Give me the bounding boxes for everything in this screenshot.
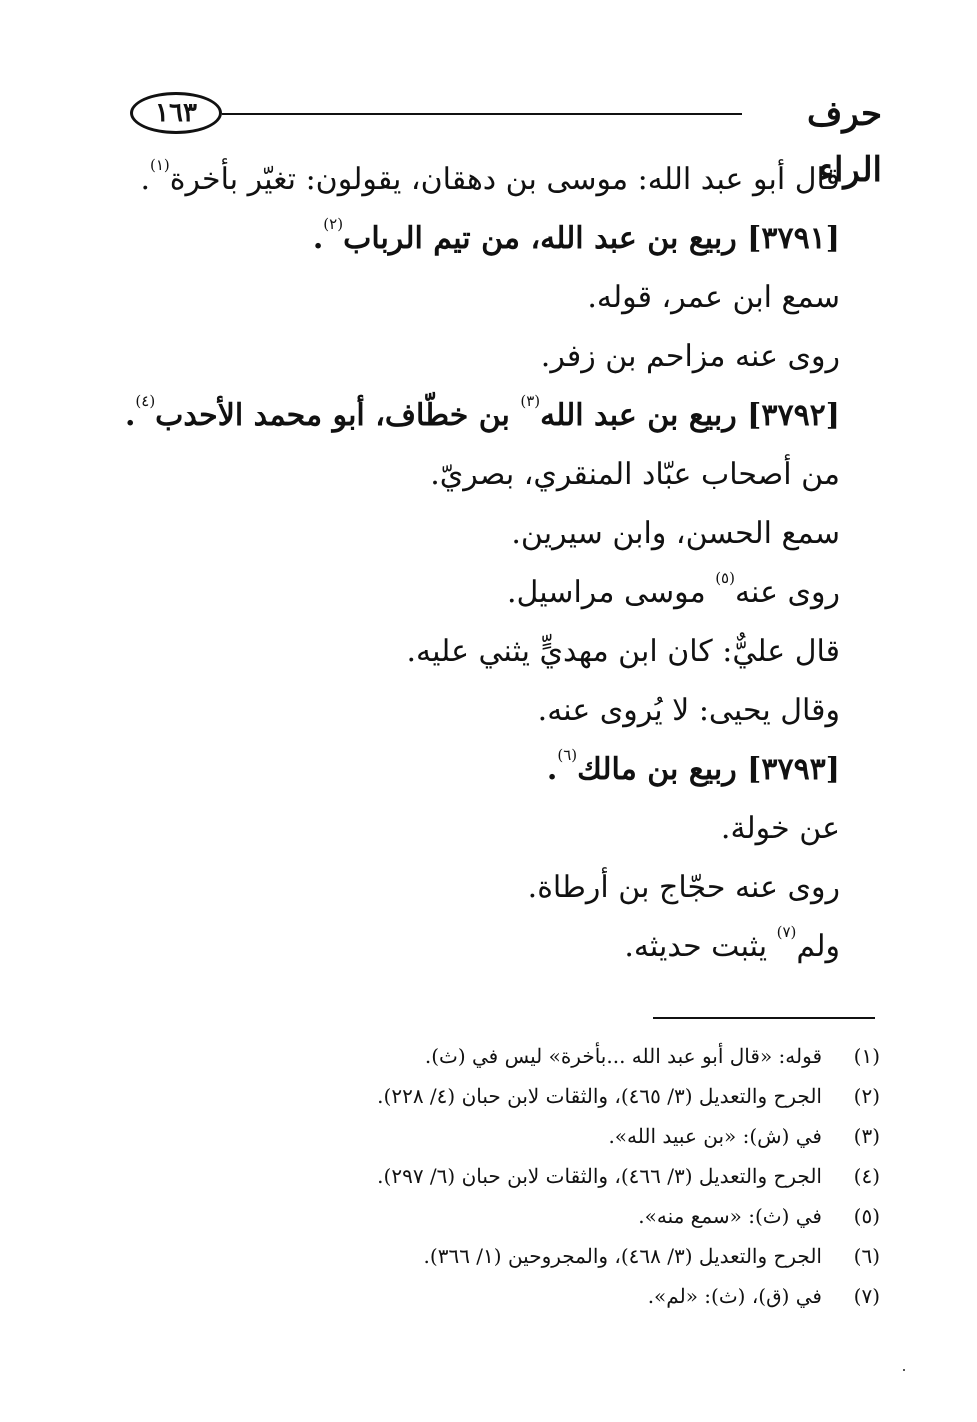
- text-line: روى عنه$^{(٥)}$ موسى مراسيل.: [507, 569, 840, 610]
- footnote: (٦)الجرح والتعديل (٣/ ٤٦٨)، والمجروحين (١/ ٣٦٦).: [423, 1244, 880, 1268]
- footnote: (١)قوله: «قال أبو عبد الله ...بأخرة» ليس في (ث).: [424, 1044, 880, 1068]
- entry-heading: [٣٧٩١] ربيع بن عبد الله، من تيم الرباب$^{(٢)}$.: [312, 215, 840, 256]
- footnote: (٧)في (ق)، (ث): «لم».: [647, 1284, 880, 1308]
- entry-heading: [٣٧٩٢] ربيع بن عبد الله$^{(٣)}$ بن خطّاف، أبو محمد الأحدب$^{(٤)}$.: [124, 392, 840, 433]
- text-line: قال عليٌّ: كان ابن مهديٍّ يثني عليه.: [406, 634, 840, 669]
- entry-heading: [٣٧٩٣] ربيع بن مالك$^{(٦)}$.: [546, 746, 840, 787]
- main-text: [124, 150, 840, 976]
- text-line: عن خولة.: [720, 811, 840, 846]
- chapter-title: حرف الراء: [806, 94, 882, 190]
- scan-speck: [903, 1369, 905, 1371]
- text-line: سمع الحسن، وابن سيرين.: [511, 516, 840, 551]
- text-line: روى عنه حجّاج بن أرطاة.: [527, 870, 840, 905]
- footnotes: [200, 1036, 880, 1316]
- page-number: ١٦٣: [130, 92, 222, 134]
- text-line: وقال يحيى: لا يُروى عنه.: [537, 693, 840, 728]
- footnote: (٢)الجرح والتعديل (٣/ ٤٦٥)، والثقات لابن حبان (٤/ ٢٢٨).: [377, 1084, 880, 1108]
- footnote: (٤)الجرح والتعديل (٣/ ٤٦٦)، والثقات لابن حبان (٦/ ٢٩٧).: [377, 1164, 880, 1188]
- footnote: (٣)في (ش): «بن عبيد الله».: [608, 1124, 880, 1148]
- text-line: روى عنه مزاحم بن زفر.: [540, 339, 840, 374]
- text-line: من أصحاب عبّاد المنقري، بصريّ.: [430, 457, 840, 492]
- footnote: (٥)في (ث): «سمع منه».: [638, 1204, 880, 1228]
- text-line: سمع ابن عمر، قوله.: [587, 280, 840, 315]
- text-line: ولم$^{(٧)}$ يثبت حديثه.: [624, 923, 840, 964]
- text-line: قال أبو عبد الله: موسى بن دهقان، يقولون: تغيّر بأخرة$^{(١)}$.: [140, 156, 840, 197]
- header-rule: [222, 113, 742, 115]
- footnote-separator: [653, 1017, 875, 1019]
